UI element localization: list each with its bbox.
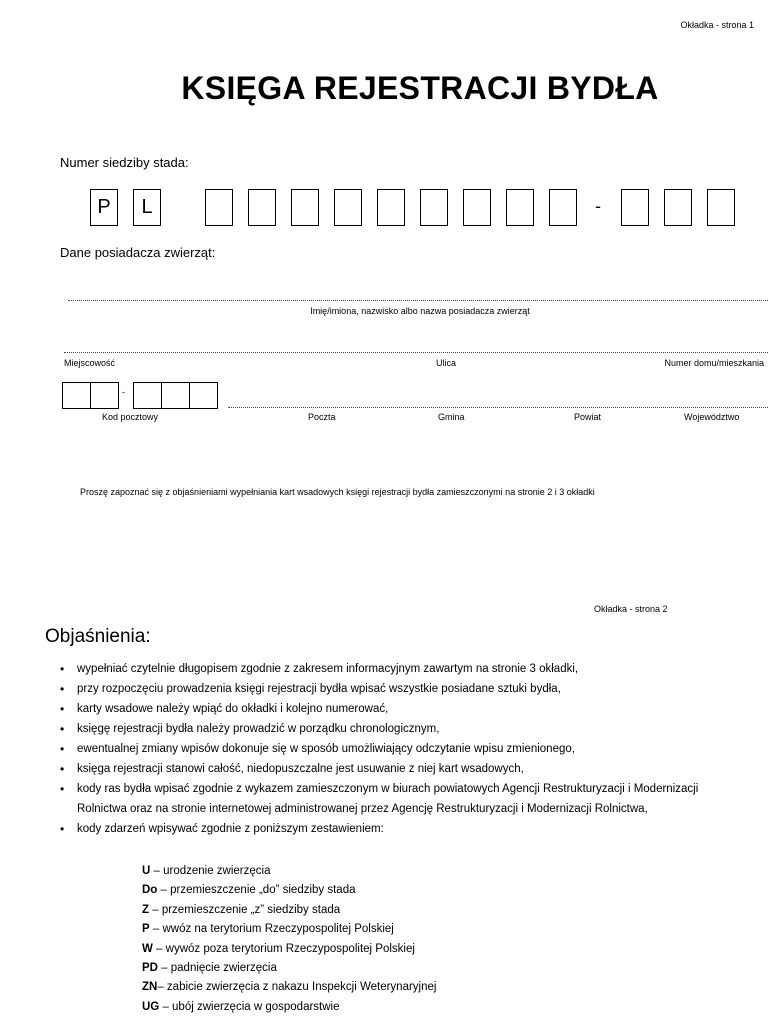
owner-data-label: Dane posiadacza zwierząt:: [60, 245, 216, 260]
event-code-item: [142, 978, 436, 997]
herd-number-label: Numer siedziby stada:: [60, 155, 189, 170]
event-code: Z: [142, 903, 150, 916]
explanations-heading: Objaśnienia:: [45, 626, 151, 647]
page-label-cover: Okładka - strona 1: [680, 20, 754, 30]
town-caption: Miejscowość: [64, 358, 116, 368]
explanation-item: • księga rejestracji stanowi całość, niedopuszczalne jest usuwanie z niej kart wsadowych,: [58, 759, 748, 779]
event-code: W: [142, 942, 153, 955]
herd-digit-box[interactable]: [549, 189, 577, 226]
event-code-description: – ubój zwierzęcia w gospodarstwie: [159, 1000, 340, 1013]
event-code: ZN: [142, 981, 158, 994]
event-code-item: [142, 940, 436, 959]
herd-suffix-box[interactable]: [621, 189, 649, 226]
event-code-description: – wywóz poza terytorium Rzeczypospolitej Polskiej: [152, 942, 415, 955]
event-code-item: [142, 881, 436, 900]
explanation-item: • karty wsadowe należy wpiąć do okładki i kolejno numerować,: [58, 699, 748, 719]
explanation-item: • księgę rejestracji bydła należy prowadzić w porządku chronologicznym,: [58, 719, 748, 739]
postal-code-box[interactable]: [62, 382, 91, 409]
postal-code-separator: -: [122, 387, 125, 397]
postal-address-line[interactable]: [228, 407, 768, 408]
event-code-description: – zabicie zwierzęcia z nakazu Inspekcji Weterynaryjnej: [157, 981, 437, 994]
explanation-item: • wypełniać czytelnie długopisem zgodnie z zakresem informacyjnym zawartym na stronie 3 okładki,: [58, 659, 748, 679]
postal-code-box[interactable]: [189, 382, 218, 409]
herd-digit-box[interactable]: [377, 189, 405, 226]
postal-code-caption: Kod pocztowy: [102, 412, 159, 422]
address-line[interactable]: [64, 352, 768, 353]
page-label-explanations: Okładka - strona 2: [594, 604, 668, 614]
herd-digit-box[interactable]: [291, 189, 319, 226]
postal-code-box[interactable]: [133, 382, 162, 409]
herd-suffix-box[interactable]: [707, 189, 735, 226]
event-code-item: [142, 920, 436, 939]
event-code-description: – przemieszczenie „z” siedziby stada: [149, 903, 341, 916]
instructions-note: Proszę zapoznać się z objaśnieniami wypełniania kart wsadowych księgi rejestracji bydła zamieszczonymi na stronie 2 i 3 okładki: [80, 487, 595, 497]
explanation-item: • przy rozpoczęciu prowadzenia księgi rejestracji bydła wpisać wszystkie posiadane sztuki bydła,: [58, 679, 748, 699]
event-code-description: – wwóz na terytorium Rzeczypospolitej Polskiej: [149, 923, 394, 936]
document-title: KSIĘGA REJESTRACJI BYDŁA: [181, 70, 659, 106]
street-caption: Ulica: [436, 358, 457, 368]
herd-digit-box[interactable]: [248, 189, 276, 226]
event-code-item: [142, 998, 436, 1017]
event-code: Do: [142, 884, 158, 897]
herd-number-separator: -: [595, 196, 601, 216]
herd-prefix-box-2[interactable]: L: [133, 189, 161, 226]
herd-digit-box[interactable]: [420, 189, 448, 226]
postal-code-box[interactable]: [161, 382, 190, 409]
herd-digit-box[interactable]: [205, 189, 233, 226]
postal-code-box[interactable]: [90, 382, 119, 409]
event-code-description: – urodzenie zwierzęcia: [150, 865, 271, 877]
herd-digit-box[interactable]: [506, 189, 534, 226]
event-code: U: [142, 865, 151, 877]
herd-suffix-box[interactable]: [664, 189, 692, 226]
event-code: UG: [142, 1000, 160, 1013]
post-office-caption: Poczta: [308, 412, 336, 422]
event-code: PD: [142, 962, 158, 975]
herd-digit-box[interactable]: [463, 189, 491, 226]
event-code-item: [142, 959, 436, 978]
house-number-caption: Numer domu/mieszkania: [664, 358, 764, 368]
explanation-item: • ewentualnej zmiany wpisów dokonuje się w sposób umożliwiający odczytanie wpisu zmienionego,: [58, 739, 748, 759]
district-caption: Powiat: [574, 412, 602, 422]
event-code-item: [142, 901, 436, 920]
voivodeship-caption: Województwo: [684, 412, 740, 422]
event-code-item: [142, 862, 436, 881]
owner-name-line[interactable]: [68, 300, 768, 301]
explanation-item: • kody zdarzeń wpisywać zgodnie z poniższym zestawieniem:: [58, 819, 748, 839]
event-codes-list: [142, 862, 436, 1017]
explanation-item: • kody ras bydła wpisać zgodnie z wykazem zamieszczonym w biurach powiatowych Agencji Restrukturyzacji i Modernizacji Rolnictwa oraz na stronie internetowej administrowanej przez Agencję Restrukturyzacji i Modernizacji Rolnictwa,: [58, 779, 748, 819]
explanations-list: [58, 659, 748, 839]
herd-prefix-box-1[interactable]: P: [90, 189, 118, 226]
commune-caption: Gmina: [438, 412, 465, 422]
event-code-description: – padnięcie zwierzęcia: [157, 962, 277, 975]
event-code: P: [142, 923, 150, 936]
event-code-description: – przemieszczenie „do” siedziby stada: [157, 884, 356, 897]
herd-digit-box[interactable]: [334, 189, 362, 226]
owner-name-caption: Imię/imiona, nazwisko albo nazwa posiadacza zwierząt: [310, 306, 530, 316]
